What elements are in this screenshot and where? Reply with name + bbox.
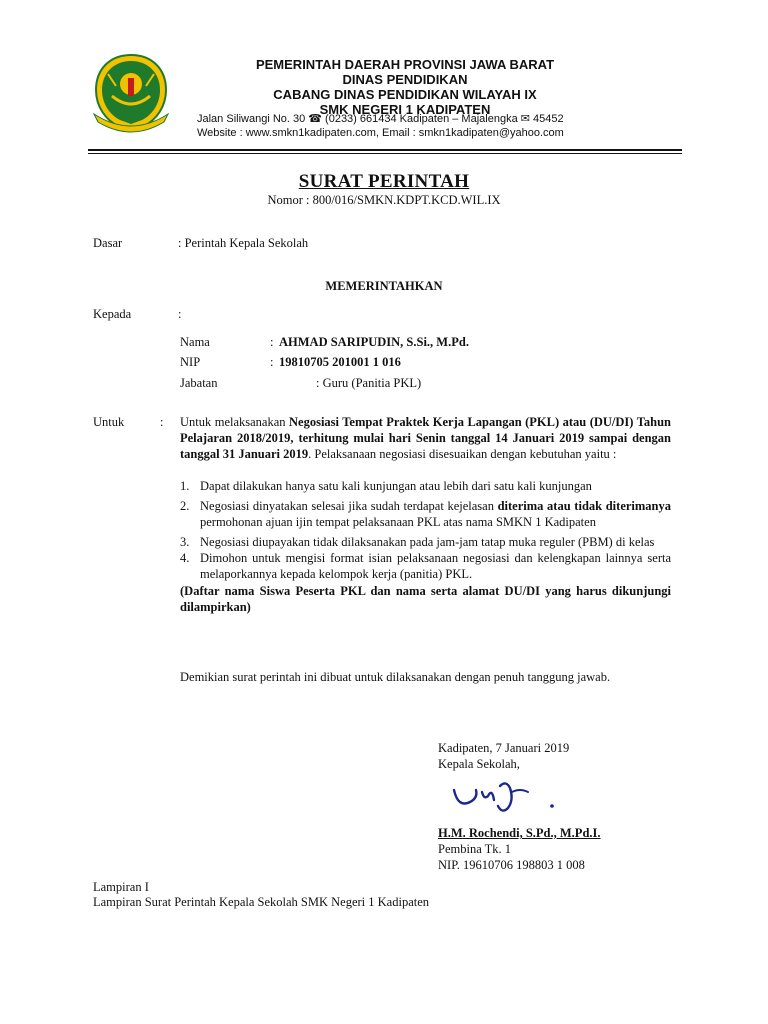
province-logo	[90, 52, 172, 134]
untuk-colon: :	[160, 415, 164, 429]
list-number: 2.	[180, 499, 190, 513]
signature-nip: NIP. 19610706 198803 1 008	[438, 858, 585, 872]
handwritten-signature-icon	[448, 778, 568, 820]
signature-place-date: Kadipaten, 7 Januari 2019	[438, 741, 570, 755]
letterhead-divider	[88, 149, 682, 151]
list-item	[180, 534, 671, 550]
dasar-value: : Perintah Kepala Sekolah	[178, 236, 309, 250]
kepada-label: Kepada	[93, 307, 132, 321]
letterhead-contact	[197, 112, 564, 140]
letterhead	[190, 57, 620, 117]
letter-number: Nomor : 800/016/SMKN.KDPT.KCD.WIL.IX	[267, 193, 501, 207]
untuk-text-end: . Pelaksanaan negosiasi disesuaikan dengan kebutuhan yaitu :	[308, 447, 617, 461]
kepada-colon: :	[178, 307, 182, 321]
list-number: 4.	[180, 551, 190, 565]
memerintahkan-heading: MEMERINTAHKAN	[325, 279, 443, 293]
jabatan-value: : Guru (Panitia PKL)	[316, 376, 422, 390]
dasar-label: Dasar	[93, 236, 123, 250]
signature-image	[448, 778, 568, 820]
nama-label: Nama	[180, 335, 210, 349]
untuk-text-intro: Untuk melaksanakan	[180, 415, 289, 429]
attachment-text: Lampiran Surat Perintah Kepala Sekolah SMK Negeri 1 Kadipaten	[93, 895, 430, 909]
jabatan-label: Jabatan	[180, 376, 218, 390]
letterhead-school: SMK NEGERI 1 KADIPATEN	[319, 102, 491, 117]
nip-value: 19810705 201001 1 016	[279, 355, 401, 369]
list-number: 3.	[180, 535, 190, 549]
signature-rank: Pembina Tk. 1	[438, 842, 512, 856]
untuk-text-bold: Negosiasi Tempat Praktek Kerja Lapangan (PKL) atau (DU/DI) Tahun Pelajaran 2018/2019, terhitung mulai hari Senin tanggal 14 Januari 2019 sampai dengan tanggal 31 Januari 2019	[180, 415, 671, 461]
list-text: Dimohon untuk mengisi format isian pelaksanaan negosiasi dan kelengkapan lainnya serta melaporkannya kepada kelompok kerja (panitia) PKL.	[200, 551, 671, 581]
attachment-note: (Daftar nama Siswa Peserta PKL dan nama serta alamat DU/DI yang harus dikunjungi dilampirkan)	[180, 584, 671, 614]
list-text-bold: diterima atau tidak diterimanya	[497, 499, 672, 513]
signature-position: Kepala Sekolah,	[438, 757, 520, 771]
letterhead-website: Website : www.smkn1kadipaten.com, Email : smkn1kadipaten@yahoo.com	[197, 127, 564, 139]
untuk-label: Untuk	[93, 415, 125, 429]
list-text: Negosiasi diupayakan tidak dilaksanakan pada jam-jam tatap muka reguler (PBM) di kelas	[200, 535, 655, 549]
nama-value: AHMAD SARIPUDIN, S.Si., M.Pd.	[279, 335, 469, 349]
untuk-paragraph	[180, 414, 671, 462]
signature-name: H.M. Rochendi, S.Pd., M.Pd.I.	[438, 826, 601, 840]
province-seal-icon	[90, 52, 172, 134]
list-item	[180, 478, 671, 494]
nip-label: NIP	[180, 355, 201, 369]
list-text-part: Negosiasi dinyatakan selesai jika sudah terdapat kejelasan	[200, 499, 498, 513]
closing-paragraph: Demikian surat perintah ini dibuat untuk dilaksanakan dengan penuh tanggung jawab.	[180, 670, 611, 684]
letter-title: SURAT PERINTAH	[298, 171, 470, 192]
list-text-part: permohonan ajuan ijin tempat pelaksanaan PKL atas nama SMKN 1 Kadipaten	[200, 515, 596, 529]
list-item	[180, 498, 671, 530]
list-item	[180, 550, 671, 582]
letterhead-branch: CABANG DINAS PENDIDIKAN WILAYAH IX	[273, 87, 537, 102]
list-text	[200, 498, 671, 530]
letterhead-address: Jalan Siliwangi No. 30 ☎ (0233) 661434 Kadipaten – Majalengka ✉ 45452	[197, 113, 564, 125]
letterhead-divider-thin	[88, 153, 682, 154]
nip-colon: :	[270, 355, 274, 369]
attachment-label: Lampiran I	[93, 880, 149, 894]
list-text: Dapat dilakukan hanya satu kali kunjungan atau lebih dari satu kali kunjungan	[200, 479, 592, 493]
nama-colon: :	[270, 335, 274, 349]
list-number: 1.	[180, 479, 190, 493]
instruction-list	[180, 478, 671, 615]
letterhead-government: PEMERINTAH DAERAH PROVINSI JAWA BARAT	[255, 57, 555, 72]
letterhead-department: DINAS PENDIDIKAN	[342, 72, 468, 87]
